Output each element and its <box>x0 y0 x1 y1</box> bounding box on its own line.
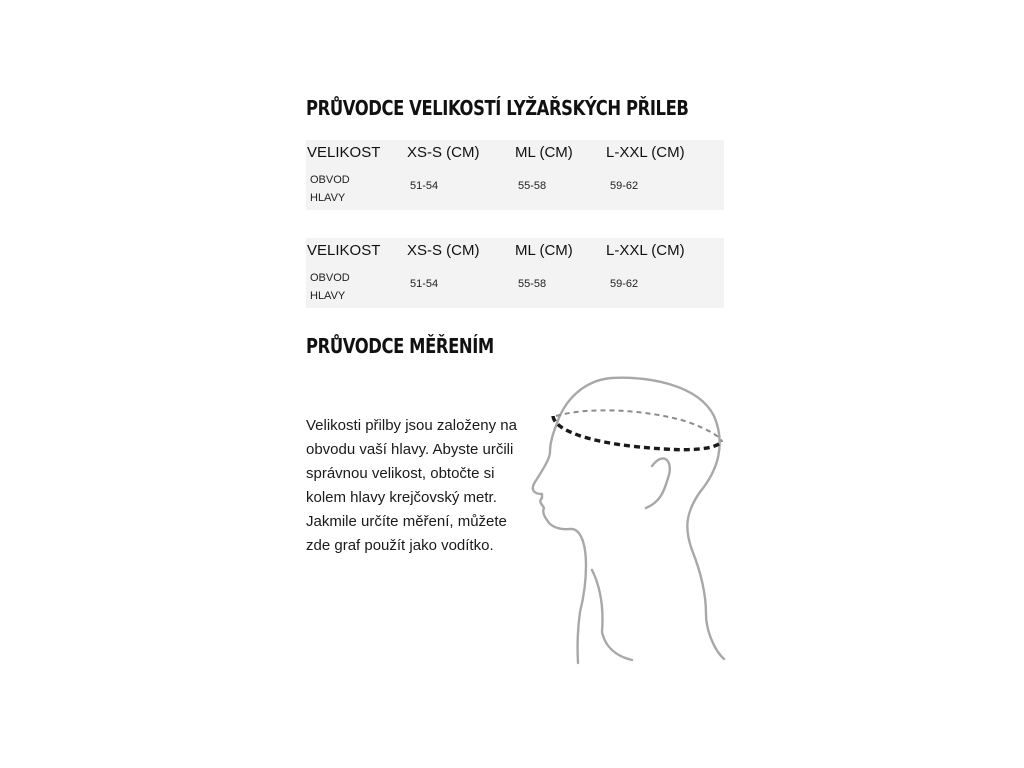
value-ml: 55-58 <box>518 180 547 192</box>
size-table <box>306 140 724 210</box>
neck-outline <box>592 570 632 660</box>
header-xs-s: XS-S (CM) <box>407 144 480 161</box>
row-label-head-circumference: OBVOD HLAVY <box>310 272 350 302</box>
size-table <box>306 238 724 308</box>
header-size-label: VELIKOST <box>307 144 381 161</box>
header-l-xxl: L-XXL (CM) <box>606 242 685 259</box>
head-profile-with-tape-measure-icon <box>520 370 730 670</box>
value-l-xxl: 59-62 <box>610 278 639 290</box>
cranium-outline <box>556 378 724 659</box>
row-label-head-circumference: OBVOD HLAVY <box>310 174 350 204</box>
header-ml: ML (CM) <box>515 144 573 161</box>
value-l-xxl: 59-62 <box>610 180 639 192</box>
measure-instructions: Velikosti přilby jsou založeny na obvodu vaší hlavy. Abyste určili správnou velikost, obtočte si kolem hlavy krejčovský metr. Jakmile určíte měření, můžete zde graf použít jako vodítko. <box>306 417 517 554</box>
header-ml: ML (CM) <box>515 242 573 259</box>
value-xs-s: 51-54 <box>410 278 439 290</box>
header-xs-s: XS-S (CM) <box>407 242 480 259</box>
value-xs-s: 51-54 <box>410 180 439 192</box>
measure-guide-title: PRŮVODCE MĚŘENÍM <box>306 334 494 358</box>
value-ml: 55-58 <box>518 278 547 290</box>
tape-measure-front <box>553 416 722 450</box>
header-size-label: VELIKOST <box>307 242 381 259</box>
face-outline <box>533 426 586 663</box>
header-l-xxl: L-XXL (CM) <box>606 144 685 161</box>
size-guide-title: PRŮVODCE VELIKOSTÍ LYŽAŘSKÝCH PŘILEB <box>306 96 689 120</box>
ear-outline <box>646 458 670 508</box>
tape-measure-back <box>556 410 722 442</box>
